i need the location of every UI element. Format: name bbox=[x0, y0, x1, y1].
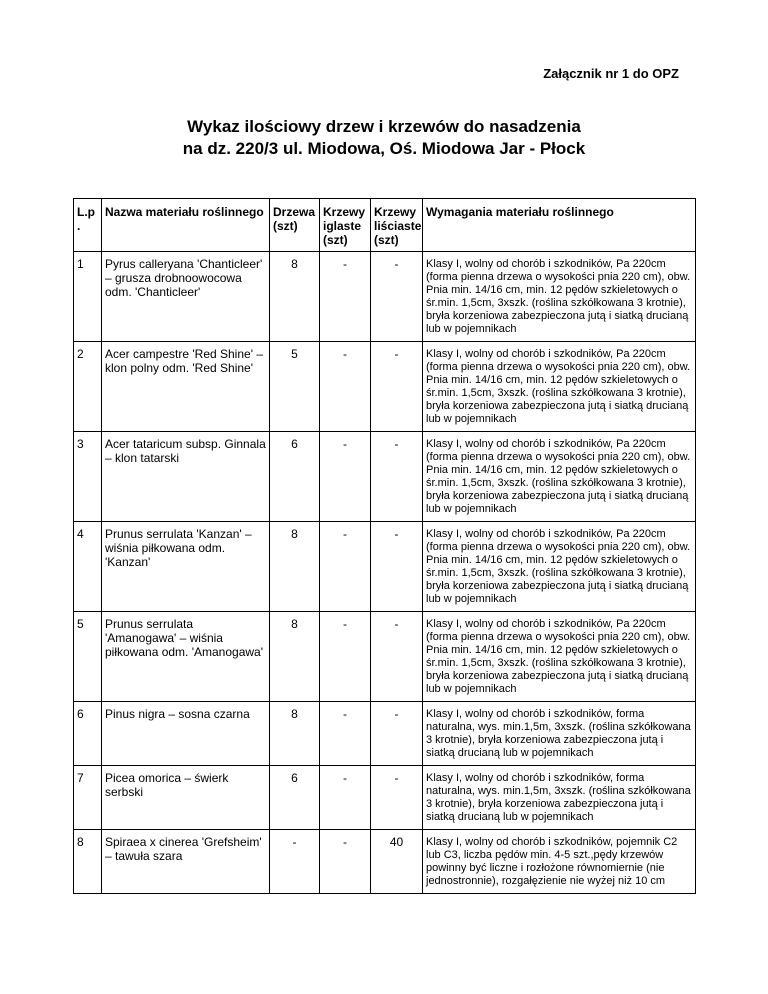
cell-trees: 6 bbox=[270, 432, 320, 522]
cell-trees: 8 bbox=[270, 702, 320, 766]
cell-name: Pyrus calleryana 'Chanticleer' – grusza drobnoowocowa odm. 'Chanticleer' bbox=[102, 252, 270, 342]
cell-deciduous: - bbox=[371, 766, 423, 830]
cell-requirements: Klasy I, wolny od chorób i szkodników, forma naturalna, wys. min.1,5m, 3xszk. (roślina szkółkowana 3 krotnie), bryła korzeniowa zabezpieczona jutą i siatką drucianą lub w pojemnikach bbox=[423, 702, 696, 766]
cell-name: Prunus serrulata 'Amanogawa' – wiśnia piłkowana odm. 'Amanogawa' bbox=[102, 612, 270, 702]
cell-trees: 8 bbox=[270, 252, 320, 342]
cell-deciduous: - bbox=[371, 702, 423, 766]
annex-label: Załącznik nr 1 do OPZ bbox=[543, 66, 679, 81]
cell-deciduous: - bbox=[371, 342, 423, 432]
cell-lp: 8 bbox=[74, 830, 102, 894]
cell-trees: 5 bbox=[270, 342, 320, 432]
cell-conifers: - bbox=[320, 702, 371, 766]
cell-conifers: - bbox=[320, 252, 371, 342]
cell-conifers: - bbox=[320, 766, 371, 830]
cell-conifers: - bbox=[320, 432, 371, 522]
title-line-2: na dz. 220/3 ul. Miodowa, Oś. Miodowa Jar - Płock bbox=[182, 139, 586, 158]
header-name: Nazwa materiału roślinnego bbox=[102, 199, 270, 252]
table-row bbox=[74, 252, 696, 342]
cell-requirements: Klasy I, wolny od chorób i szkodników, Pa 220cm (forma pienna drzewa o wysokości pnia 220 cm), obw. Pnia min. 14/16 cm, min. 12 pędów szkieletowych o śr.min. 1,5cm, 3xszk. (roślina szkółkowana 3 krotnie), bryła korzeniowa zabezpieczona jutą i siatką drucianą lub w pojemnikach bbox=[423, 612, 696, 702]
table-row bbox=[74, 342, 696, 432]
header-conifers: Krzewy iglaste (szt) bbox=[320, 199, 371, 252]
cell-requirements: Klasy I, wolny od chorób i szkodników, Pa 220cm (forma pienna drzewa o wysokości pnia 220 cm), obw. Pnia min. 14/16 cm, min. 12 pędów szkieletowych o śr.min. 1,5cm, 3xszk. (roślina szkółkowana 3 krotnie), bryła korzeniowa zabezpieczona jutą i siatką drucianą lub w pojemnikach bbox=[423, 252, 696, 342]
cell-requirements: Klasy I, wolny od chorób i szkodników, Pa 220cm (forma pienna drzewa o wysokości pnia 220 cm), obw. Pnia min. 14/16 cm, min. 12 pędów szkieletowych o śr.min. 1,5cm, 3xszk. (roślina szkółkowana 3 krotnie), bryła korzeniowa zabezpieczona jutą i siatką drucianą lub w pojemnikach bbox=[423, 432, 696, 522]
header-lp: L.p . bbox=[74, 199, 102, 252]
cell-trees: 6 bbox=[270, 766, 320, 830]
cell-conifers: - bbox=[320, 522, 371, 612]
table-row bbox=[74, 432, 696, 522]
cell-conifers: - bbox=[320, 342, 371, 432]
cell-name: Acer campestre 'Red Shine' – klon polny odm. 'Red Shine' bbox=[102, 342, 270, 432]
cell-requirements: Klasy I, wolny od chorób i szkodników, forma naturalna, wys. min.1,5m, 3xszk. (roślina szkółkowana 3 krotnie), bryła korzeniowa zabezpieczona jutą i siatką drucianą lub w pojemnikach bbox=[423, 766, 696, 830]
cell-name: Spiraea x cinerea 'Grefsheim' – tawuła szara bbox=[102, 830, 270, 894]
cell-lp: 4 bbox=[74, 522, 102, 612]
header-requirements: Wymagania materiału roślinnego bbox=[423, 199, 696, 252]
cell-requirements: Klasy I, wolny od chorób i szkodników, Pa 220cm (forma pienna drzewa o wysokości pnia 220 cm), obw. Pnia min. 14/16 cm, min. 12 pędów szkieletowych o śr.min. 1,5cm, 3xszk. (roślina szkółkowana 3 krotnie), bryła korzeniowa zabezpieczona jutą i siatką drucianą lub w pojemnikach bbox=[423, 342, 696, 432]
table-row bbox=[74, 830, 696, 894]
cell-deciduous: - bbox=[371, 432, 423, 522]
cell-name: Acer tataricum subsp. Ginnala – klon tatarski bbox=[102, 432, 270, 522]
header-trees: Drzewa (szt) bbox=[270, 199, 320, 252]
cell-trees: - bbox=[270, 830, 320, 894]
cell-deciduous: 40 bbox=[371, 830, 423, 894]
cell-deciduous: - bbox=[371, 522, 423, 612]
cell-lp: 6 bbox=[74, 702, 102, 766]
cell-deciduous: - bbox=[371, 252, 423, 342]
cell-lp: 5 bbox=[74, 612, 102, 702]
cell-deciduous: - bbox=[371, 612, 423, 702]
plants-table bbox=[73, 198, 696, 894]
cell-name: Picea omorica – świerk serbski bbox=[102, 766, 270, 830]
cell-trees: 8 bbox=[270, 522, 320, 612]
cell-lp: 3 bbox=[74, 432, 102, 522]
table-row bbox=[74, 612, 696, 702]
cell-lp: 2 bbox=[74, 342, 102, 432]
table-row bbox=[74, 702, 696, 766]
cell-name: Pinus nigra – sosna czarna bbox=[102, 702, 270, 766]
cell-lp: 1 bbox=[74, 252, 102, 342]
cell-trees: 8 bbox=[270, 612, 320, 702]
header-deciduous: Krzewy liściaste (szt) bbox=[371, 199, 423, 252]
table-row bbox=[74, 522, 696, 612]
table-row bbox=[74, 766, 696, 830]
cell-conifers: - bbox=[320, 612, 371, 702]
cell-conifers: - bbox=[320, 830, 371, 894]
cell-requirements: Klasy I, wolny od chorób i szkodników, Pa 220cm (forma pienna drzewa o wysokości pnia 220 cm), obw. Pnia min. 14/16 cm, min. 12 pędów szkieletowych o śr.min. 1,5cm, 3xszk. (roślina szkółkowana 3 krotnie), bryła korzeniowa zabezpieczona jutą i siatką drucianą lub w pojemnikach bbox=[423, 522, 696, 612]
cell-name: Prunus serrulata 'Kanzan' – wiśnia piłkowana odm. 'Kanzan' bbox=[102, 522, 270, 612]
cell-lp: 7 bbox=[74, 766, 102, 830]
table-header-row bbox=[74, 199, 696, 252]
title-line-1: Wykaz ilościowy drzew i krzewów do nasadzenia bbox=[187, 117, 581, 136]
page-title bbox=[0, 116, 768, 160]
cell-requirements: Klasy I, wolny od chorób i szkodników, pojemnik C2 lub C3, liczba pędów min. 4-5 szt.,pędy krzewów powinny być liczne i rozłożone równomiernie (nie jednostronnie), rozgałęzienie nie wyżej niż 10 cm bbox=[423, 830, 696, 894]
